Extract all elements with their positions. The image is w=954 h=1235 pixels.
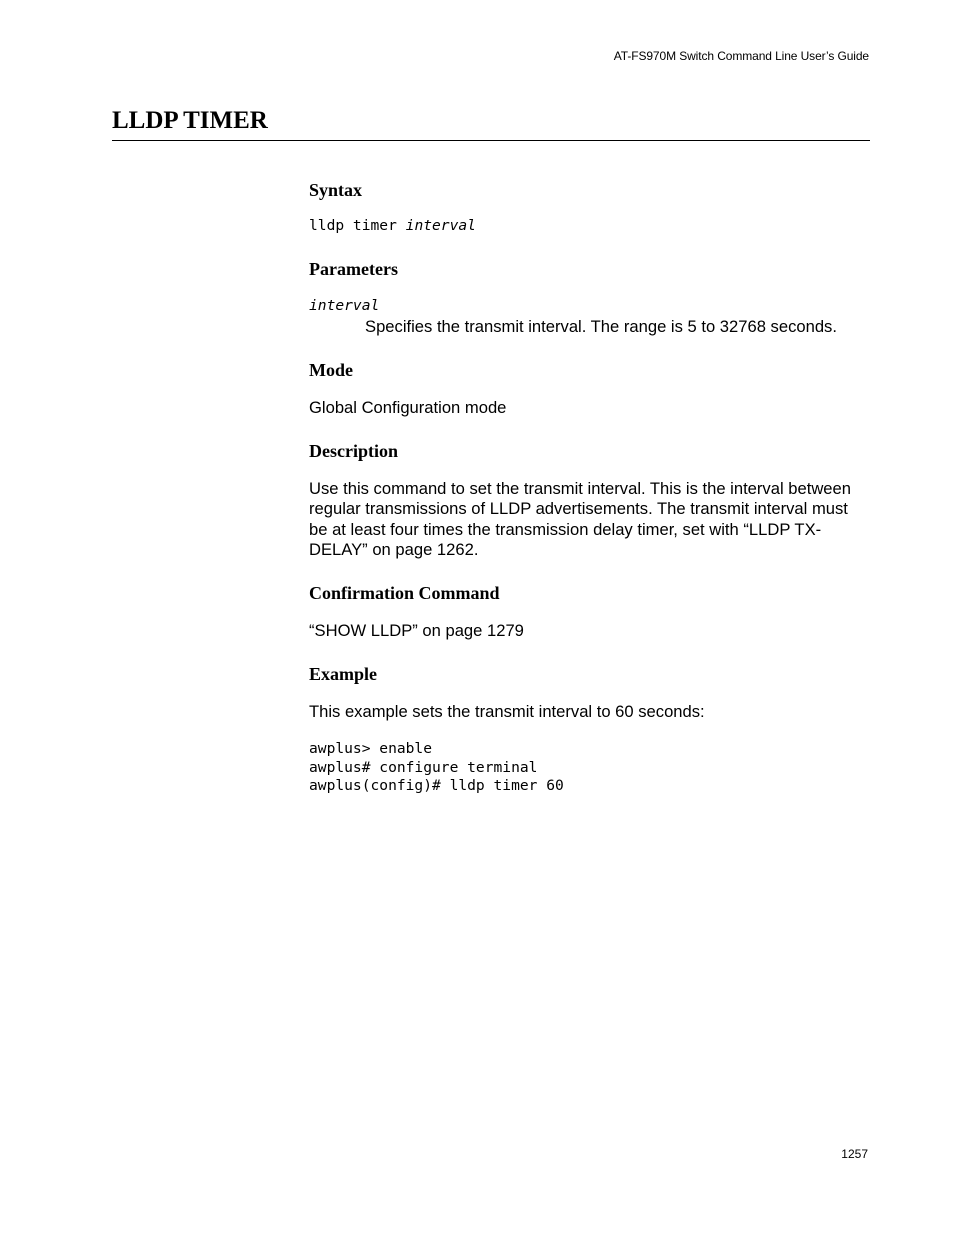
code-line: awplus> enable (309, 740, 433, 757)
description-line: Use this command to set the transmit interval. This is the interval between (309, 479, 851, 498)
description-heading: Description (309, 441, 398, 461)
example-intro: This example sets the transmit interval to 60 seconds: (309, 702, 705, 721)
description-line: DELAY” on page 1262. (309, 539, 479, 559)
syntax-command-text: lldp timer (309, 217, 406, 234)
confirmation-heading: Confirmation Command (309, 583, 500, 603)
title-divider (112, 140, 870, 141)
parameter-name (309, 297, 379, 316)
running-header: AT-FS970M Switch Command Line User’s Guide (613, 49, 869, 63)
code-line: awplus(config)# lldp timer 60 (309, 777, 564, 794)
code-line: awplus# configure terminal (309, 758, 538, 776)
syntax-heading: Syntax (309, 180, 363, 200)
page-title: LLDP TIMER (112, 107, 268, 134)
parameter-name-text: interval (309, 297, 380, 314)
description-paragraph (309, 479, 870, 560)
syntax-argument: interval (405, 217, 476, 234)
description-line: be at least four times the transmission delay timer, set with “LLDP TX- (309, 519, 822, 539)
page-number: 1257 (841, 1147, 868, 1161)
syntax-command (309, 217, 476, 236)
description-line: regular transmissions of LLDP advertisements. The transmit interval must (309, 499, 848, 519)
parameter-description: Specifies the transmit interval. The range is 5 to 32768 seconds. (365, 317, 837, 336)
example-code-block (309, 740, 564, 796)
confirmation-text: “SHOW LLDP” on page 1279 (309, 621, 524, 640)
mode-heading: Mode (309, 360, 353, 380)
parameters-heading: Parameters (309, 259, 398, 279)
example-heading: Example (309, 664, 378, 684)
mode-text: Global Configuration mode (309, 398, 507, 417)
